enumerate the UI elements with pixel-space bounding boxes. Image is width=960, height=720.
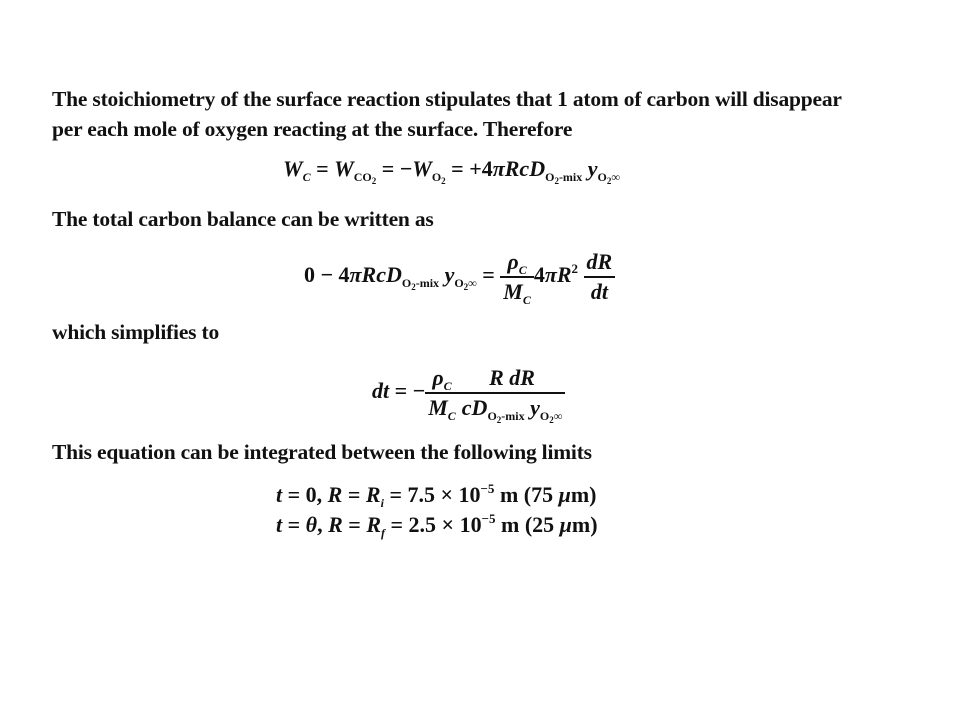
equation-flux: $W_C = W_{CO_2} = -W_{O_2} = +4\pi RcD_{O_2-mix}$ $y_{O_2\infty}$ — [283, 156, 620, 186]
limit-final: t = θ, $R = R_f = 2.5 \times 10^{-5}$ m (25 μm) — [276, 511, 598, 540]
paragraph-simplifies: which simplifies to — [52, 320, 220, 344]
fraction-density-molar-mass: $\frac{\rho_C}{M_C}$ — [425, 366, 459, 420]
equation-dt: dt = − $\frac{\rho_C}{M_C}$ $\frac{\text{R dR}}{cD_{O_2-mix} y_{O_2\infty}}$ — [372, 366, 565, 420]
equation-limits — [276, 480, 598, 540]
paragraph-line: per each mole of oxygen reacting at the surface. Therefore — [52, 117, 573, 141]
paragraph-line: The stoichiometry of the surface reaction stipulates that 1 atom of carbon will disappear — [52, 87, 842, 111]
equation-carbon-balance: 0 − 4πRcD$_{O_2-mix}$ $y_{O_2\infty}$ = $\frac{\rho_C}{M_C}$ $4\pi R^2$ $\frac{dR}{dt}$ — [304, 250, 615, 304]
fraction-R-dR: $\frac{\text{R dR}}{cD_{O_2-mix} y_{O_2\infty}}$ — [459, 366, 566, 420]
fraction-dR-dt: $\frac{dR}{dt}$ — [584, 250, 616, 304]
limit-initial: t = 0, $R = R_i = 7.5 \times 10^{-5}$ m (75 μm) — [276, 481, 597, 510]
paragraph-integration-limits: This equation can be integrated between the following limits — [52, 440, 592, 464]
paragraph-carbon-balance: The total carbon balance can be written as — [52, 207, 434, 231]
paragraph-stoichiometry — [52, 84, 842, 144]
fraction-density-molar-mass: $\frac{\rho_C}{M_C}$ — [500, 250, 534, 304]
